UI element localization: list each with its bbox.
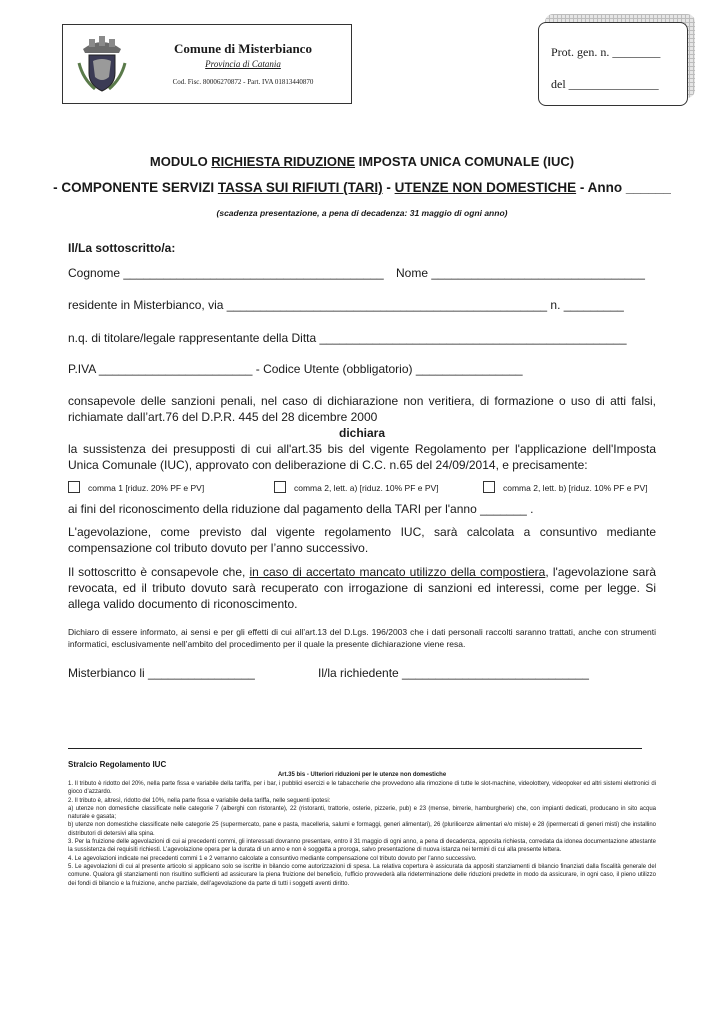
place-date-field[interactable]: Misterbianco li ________________ xyxy=(68,666,255,680)
protocol-date-field[interactable]: del _______________ xyxy=(551,77,659,91)
privacy-statement: Dichiaro di essere informato, ai sensi e per gli effetti di cui all’art.13 del D.Lgs. 196/2003 che i dati personali raccolti saranno trattati, anche con strumenti informatici, esclusivamente nell’ambito del procedimento per il quale la presente dichiarazione viene resa. xyxy=(68,627,656,649)
option-comma-1[interactable]: comma 1 [riduz. 20% PF e PV] xyxy=(68,481,204,494)
undersigned-label: Il/La sottoscritto/a: xyxy=(68,241,176,255)
protocol-box xyxy=(538,22,688,106)
vat-user-code-field[interactable]: P.IVA _______________________ - Codice Utente (obbligatorio) ________________ xyxy=(68,362,523,376)
codici-fiscali: Cod. Fisc. 80006270872 - Part. IVA 01813440870 xyxy=(172,78,314,86)
deadline-note: (scadenza presentazione, a pena di decadenza: 31 maggio di ogni anno) xyxy=(216,208,508,218)
surname-field[interactable]: Cognome _______________________________________ xyxy=(68,266,384,280)
benefit-text: L'agevolazione, come previsto dal vigente regolamento IUC, sarà calcolata a consuntivo mediante compensazione col tributo dovuto per l’anno successivo. xyxy=(68,525,656,555)
regulation-excerpt-title: Stralcio Regolamento IUC xyxy=(68,760,167,769)
address-field[interactable]: residente in Misterbianco, via ________________________________________________ n. _________ xyxy=(68,298,624,312)
article-title: Art.35 bis - Ulteriori riduzioni per le utenze non domestiche xyxy=(277,772,447,778)
header-text xyxy=(143,41,343,86)
provincia: Provincia di Catania xyxy=(205,59,281,69)
penalty-awareness-text: consapevole delle sanzioni penali, nel caso di dichiarazione non veritiera, di formazione o uso di atti falsi, richiamate dall’art.76 del D.P.R. 445 del 28 dicembre 2000 xyxy=(68,394,656,424)
option-comma-2a[interactable]: comma 2, lett. a) [riduz. 10% PF e PV] xyxy=(274,481,439,494)
regulation-paragraph: b) utenze non domestiche classificate nelle categorie 25 (supermercato, pane e pasta, macelleria, salumi e formaggi, generi alimentari), 26 (plurilicenze alimentari e/o miste) e 28 (ipermercati di generi misti) che installino distributori di detersivi alla spina. xyxy=(68,822,656,837)
checkbox[interactable] xyxy=(274,481,286,493)
declares-heading: dichiara xyxy=(338,426,386,440)
option-comma-2b[interactable]: comma 2, lett. b) [riduz. 10% PF e PV] xyxy=(483,481,648,494)
header-box xyxy=(62,24,352,104)
regulation-text xyxy=(68,780,656,888)
protocol-number-field[interactable]: Prot. gen. n. ________ xyxy=(551,45,661,59)
checkbox[interactable] xyxy=(483,481,495,493)
comune-name: Comune di Misterbianco xyxy=(174,41,312,56)
regulation-paragraph: 2. Il tributo è, altresì, ridotto del 10%, nella parte fissa e variabile della tariffa, nelle seguenti ipotesi: xyxy=(68,797,331,804)
divider xyxy=(68,748,642,749)
regulation-paragraph: 4. Le agevolazioni indicate nei precedenti commi 1 e 2 verranno calcolate a consuntivo mediante compensazione col tributo dovuto per l’anno successivo. xyxy=(68,855,477,862)
form-title-line2: - COMPONENTE SERVIZI TASSA SUI RIFIUTI (TARI) - UTENZE NON DOMESTICHE - Anno ______ xyxy=(53,180,671,195)
composter-awareness-text: Il sottoscritto è consapevole che, in caso di accertato mancato utilizzo della compostiera, l'agevolazione sarà revocata, ed il tributo dovuto sarà recuperato con irrogazione di sanzioni ed interessi, come per legge. Si allega valido documento di riconoscimento. xyxy=(68,565,656,611)
reduction-year-field[interactable]: ai fini del riconoscimento della riduzione dal pagamento della TARI per l'anno _______ . xyxy=(68,502,534,516)
first-name-field[interactable]: Nome ________________________________ xyxy=(396,266,645,280)
applicant-signature-field[interactable]: Il/la richiedente ____________________________ xyxy=(318,666,589,680)
regulation-paragraph: 1. Il tributo è ridotto del 20%, nella parte fissa e variabile della tariffa, per i bar, i pubblici esercizi e le tabaccherie che provvedono alla rimozione di tutte le slot-machine, videolottery, videopoker ed altri sistemi elettronici di gioco d’azzardo. xyxy=(68,781,656,796)
regulation-paragraph: a) utenze non domestiche classificate nelle categorie 7 (alberghi con ristorante), 22 (ristoranti, trattorie, osterie, pizzerie, pub) e 23 (mense, birrerie, hamburgherie) che, con impianti dedicati, producano in sito acqua naturale e gasata; xyxy=(68,805,656,821)
requirements-text: la sussistenza dei presupposti di cui all'art.35 bis del vigente Regolamento per l'applicazione dell'Imposta Unica Comunale (IUC), approvato con deliberazione di C.C. n.65 del 24/09/2014, e precisamente: xyxy=(68,442,656,472)
regulation-paragraph: 5. Le agevolazioni di cui al presente articolo si applicano solo se iscritte in bilancio come autorizzazioni di spesa. La relativa copertura è assicurata da appositi stanziamenti di bilancio finanziati dalla fiscalità generale del comune. Qualora gli stanziamenti non risultino sufficienti ad assicurare la piena fruizione del beneficio, l’ufficio provvederà alla rideterminazione delle riduzioni predette in modo da assicurare, in ogni caso, il pieno utilizzo dei fondi di bilancio e la fruizione, anche parziale, dell’agevolazione da parte di tutti i soggetti aventi diritto. xyxy=(68,863,656,887)
checkbox[interactable] xyxy=(68,481,80,493)
company-field[interactable]: n.q. di titolare/legale rappresentante della Ditta ______________________________________________ xyxy=(68,331,627,345)
form-title-line1: MODULO RICHIESTA RIDUZIONE IMPOSTA UNICA COMUNALE (IUC) xyxy=(149,154,575,169)
name-row xyxy=(68,265,656,281)
regulation-paragraph: 3. Per la fruizione delle agevolazioni di cui ai precedenti commi, gli interessati dovranno presentare, entro il 31 maggio di ogni anno, a pena di decadenza, apposita richiesta, corredata da idonea documentazione attestante la sussistenza dei requisiti richiesti. L’agevolazione opera per la durata di un anno e non è soggetta a proroga, salvo presentazione di nuova istanza nei termini di cui alla presente lettera. xyxy=(68,839,656,854)
municipal-crest-icon xyxy=(75,33,129,95)
